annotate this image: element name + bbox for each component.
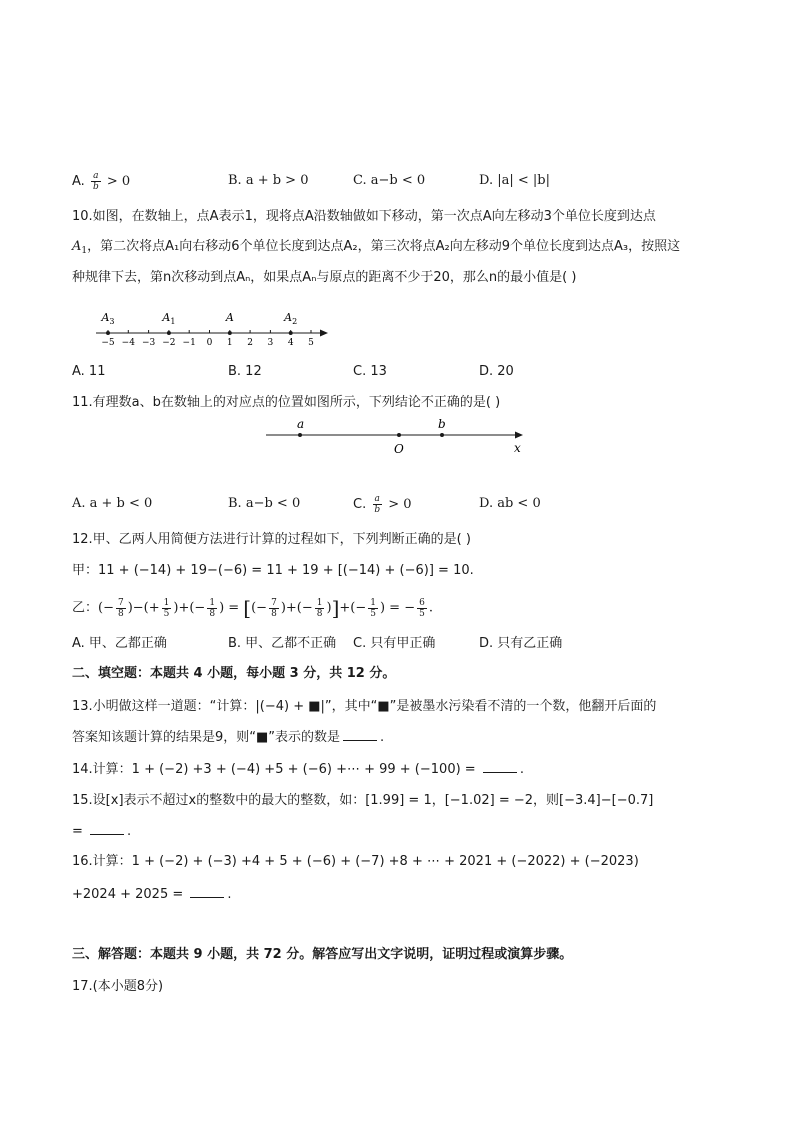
q12-option-d: D. 只有乙正确	[479, 636, 563, 651]
q12-option-a: A. 甲、乙都正确	[72, 636, 167, 651]
q12-option-b: B. 甲、乙都不正确	[228, 636, 337, 651]
q10-line2: $A_1$，第二次将点A₁向右移动6个单位长度到达点A₂，第三次将点A₂向左移动9个单位长度到达点A₃，按照这	[72, 239, 681, 256]
q10-option-b: B. 12	[228, 364, 262, 379]
q10-option-d: D. 20	[479, 364, 514, 379]
q10-option-c: C. 13	[353, 364, 387, 379]
tick-label: −5	[101, 338, 115, 348]
tick-label: 1	[226, 338, 233, 348]
answer-blank[interactable]	[483, 760, 517, 773]
point-label: $A_1$	[162, 311, 176, 326]
tick-label: −3	[141, 338, 156, 348]
tick-label: 4	[287, 338, 294, 348]
point-label: $A_3$	[101, 311, 115, 326]
label-b: b	[438, 417, 446, 431]
label-origin: O	[394, 442, 404, 456]
q11-option-b: B. a−b < 0	[228, 496, 301, 511]
point-origin	[397, 433, 401, 437]
q10-line1: 10.如图，在数轴上，点A表示1，现将点A沿数轴做如下移动，第一次点A向左移动3个单位长度到达点	[72, 209, 656, 224]
q9-option-c: C. a−b < 0	[353, 173, 426, 188]
label-a: a	[297, 417, 305, 431]
answer-blank[interactable]	[90, 822, 124, 835]
point-label: A	[225, 311, 234, 324]
q10-line3: 种规律下去，第n次移动到点Aₙ，如果点Aₙ与原点的距离不少于20，那么n的最小值是( )	[72, 270, 577, 285]
tick-label: −2	[162, 338, 176, 348]
point-b	[440, 433, 444, 437]
q12-yi: 乙：(− $\frac{7}{8}$ )−(+ $\frac{1}{5}$ )+(− $\frac{1}{8}$ ) = [(− $\frac{7}{8}$ )+(− $\frac{1}{8}$ )]+(− $\frac{1}{5}$ ) = − $\frac{6}{5}$ .	[72, 596, 433, 620]
tick-label: −4	[121, 338, 135, 348]
q10-option-a: A. 11	[72, 364, 106, 379]
tick-label: 5	[308, 338, 314, 348]
point-marker	[167, 331, 171, 335]
q9-option-d: D. |a| < |b|	[479, 173, 550, 188]
fraction: $\frac{a}{b}$	[374, 494, 381, 515]
point-marker	[289, 331, 293, 335]
q11-option-d: D. ab < 0	[479, 496, 541, 511]
q13-line1: 13.小明做这样一道题：“计算：|(−4) + ■|”，其中“■”是被墨水污染看不清的一个数，他翻开后面的	[72, 699, 657, 714]
point-a	[298, 433, 302, 437]
answer-blank[interactable]	[190, 885, 224, 898]
tick-label: 0	[206, 338, 213, 348]
point-marker	[228, 331, 232, 335]
tick-label: −1	[182, 338, 196, 348]
q11-option-c: C. $\frac{a}{b}$ > 0	[353, 494, 412, 515]
tick-label: 2	[247, 338, 253, 348]
answer-blank[interactable]	[343, 728, 377, 741]
q11-number-line	[262, 414, 532, 458]
fraction: $\frac{a}{b}$	[92, 171, 99, 192]
q12-option-c: C. 只有甲正确	[353, 636, 436, 651]
q9-option-b: B. a + b > 0	[228, 173, 309, 188]
q10-number-line	[90, 308, 340, 350]
q13-line2: 答案知该题计算的结果是9，则“■”表示的数是 .	[72, 730, 385, 745]
label-x: x	[514, 441, 521, 455]
q17-heading: 17.(本小题8分)	[72, 979, 164, 994]
section-3-heading: 三、解答题：本题共 9 小题，共 72 分。解答应写出文字说明，证明过程或演算步骤。	[72, 947, 573, 962]
point-marker	[106, 331, 110, 335]
q14: 14.计算：1 + (−2) +3 + (−4) +5 + (−6) +⋯ + 99 + (−100) = .	[72, 762, 524, 777]
q15-line2: = .	[72, 824, 132, 839]
q11-option-a: A. a + b < 0	[72, 496, 153, 511]
q16-line1: 16.计算：1 + (−2) + (−3) +4 + 5 + (−6) + (−7) +8 + ⋯ + 2021 + (−2022) + (−2023)	[72, 854, 639, 869]
q16-line2: +2024 + 2025 = .	[72, 887, 232, 902]
q11-text: 11.有理数a、b在数轴上的对应点的位置如图所示，下列结论不正确的是( )	[72, 395, 501, 410]
tick-label: 3	[267, 338, 274, 348]
q12-jia: 甲：11 + (−14) + 19−(−6) = 11 + 19 + [(−14) + (−6)] = 10.	[72, 563, 474, 578]
point-label: $A_2$	[284, 311, 298, 326]
q9-option-a: A. $\frac{a}{b}$ > 0	[72, 171, 131, 192]
q15-line1: 15.设[x]表示不超过x的整数中的最大的整数，如：[1.99] = 1，[−1.02] = −2，则[−3.4]−[−0.7]	[72, 793, 654, 808]
q12-text: 12.甲、乙两人用简便方法进行计算的过程如下，下列判断正确的是( )	[72, 532, 471, 547]
section-2-heading: 二、填空题：本题共 4 小题，每小题 3 分，共 12 分。	[72, 666, 396, 681]
